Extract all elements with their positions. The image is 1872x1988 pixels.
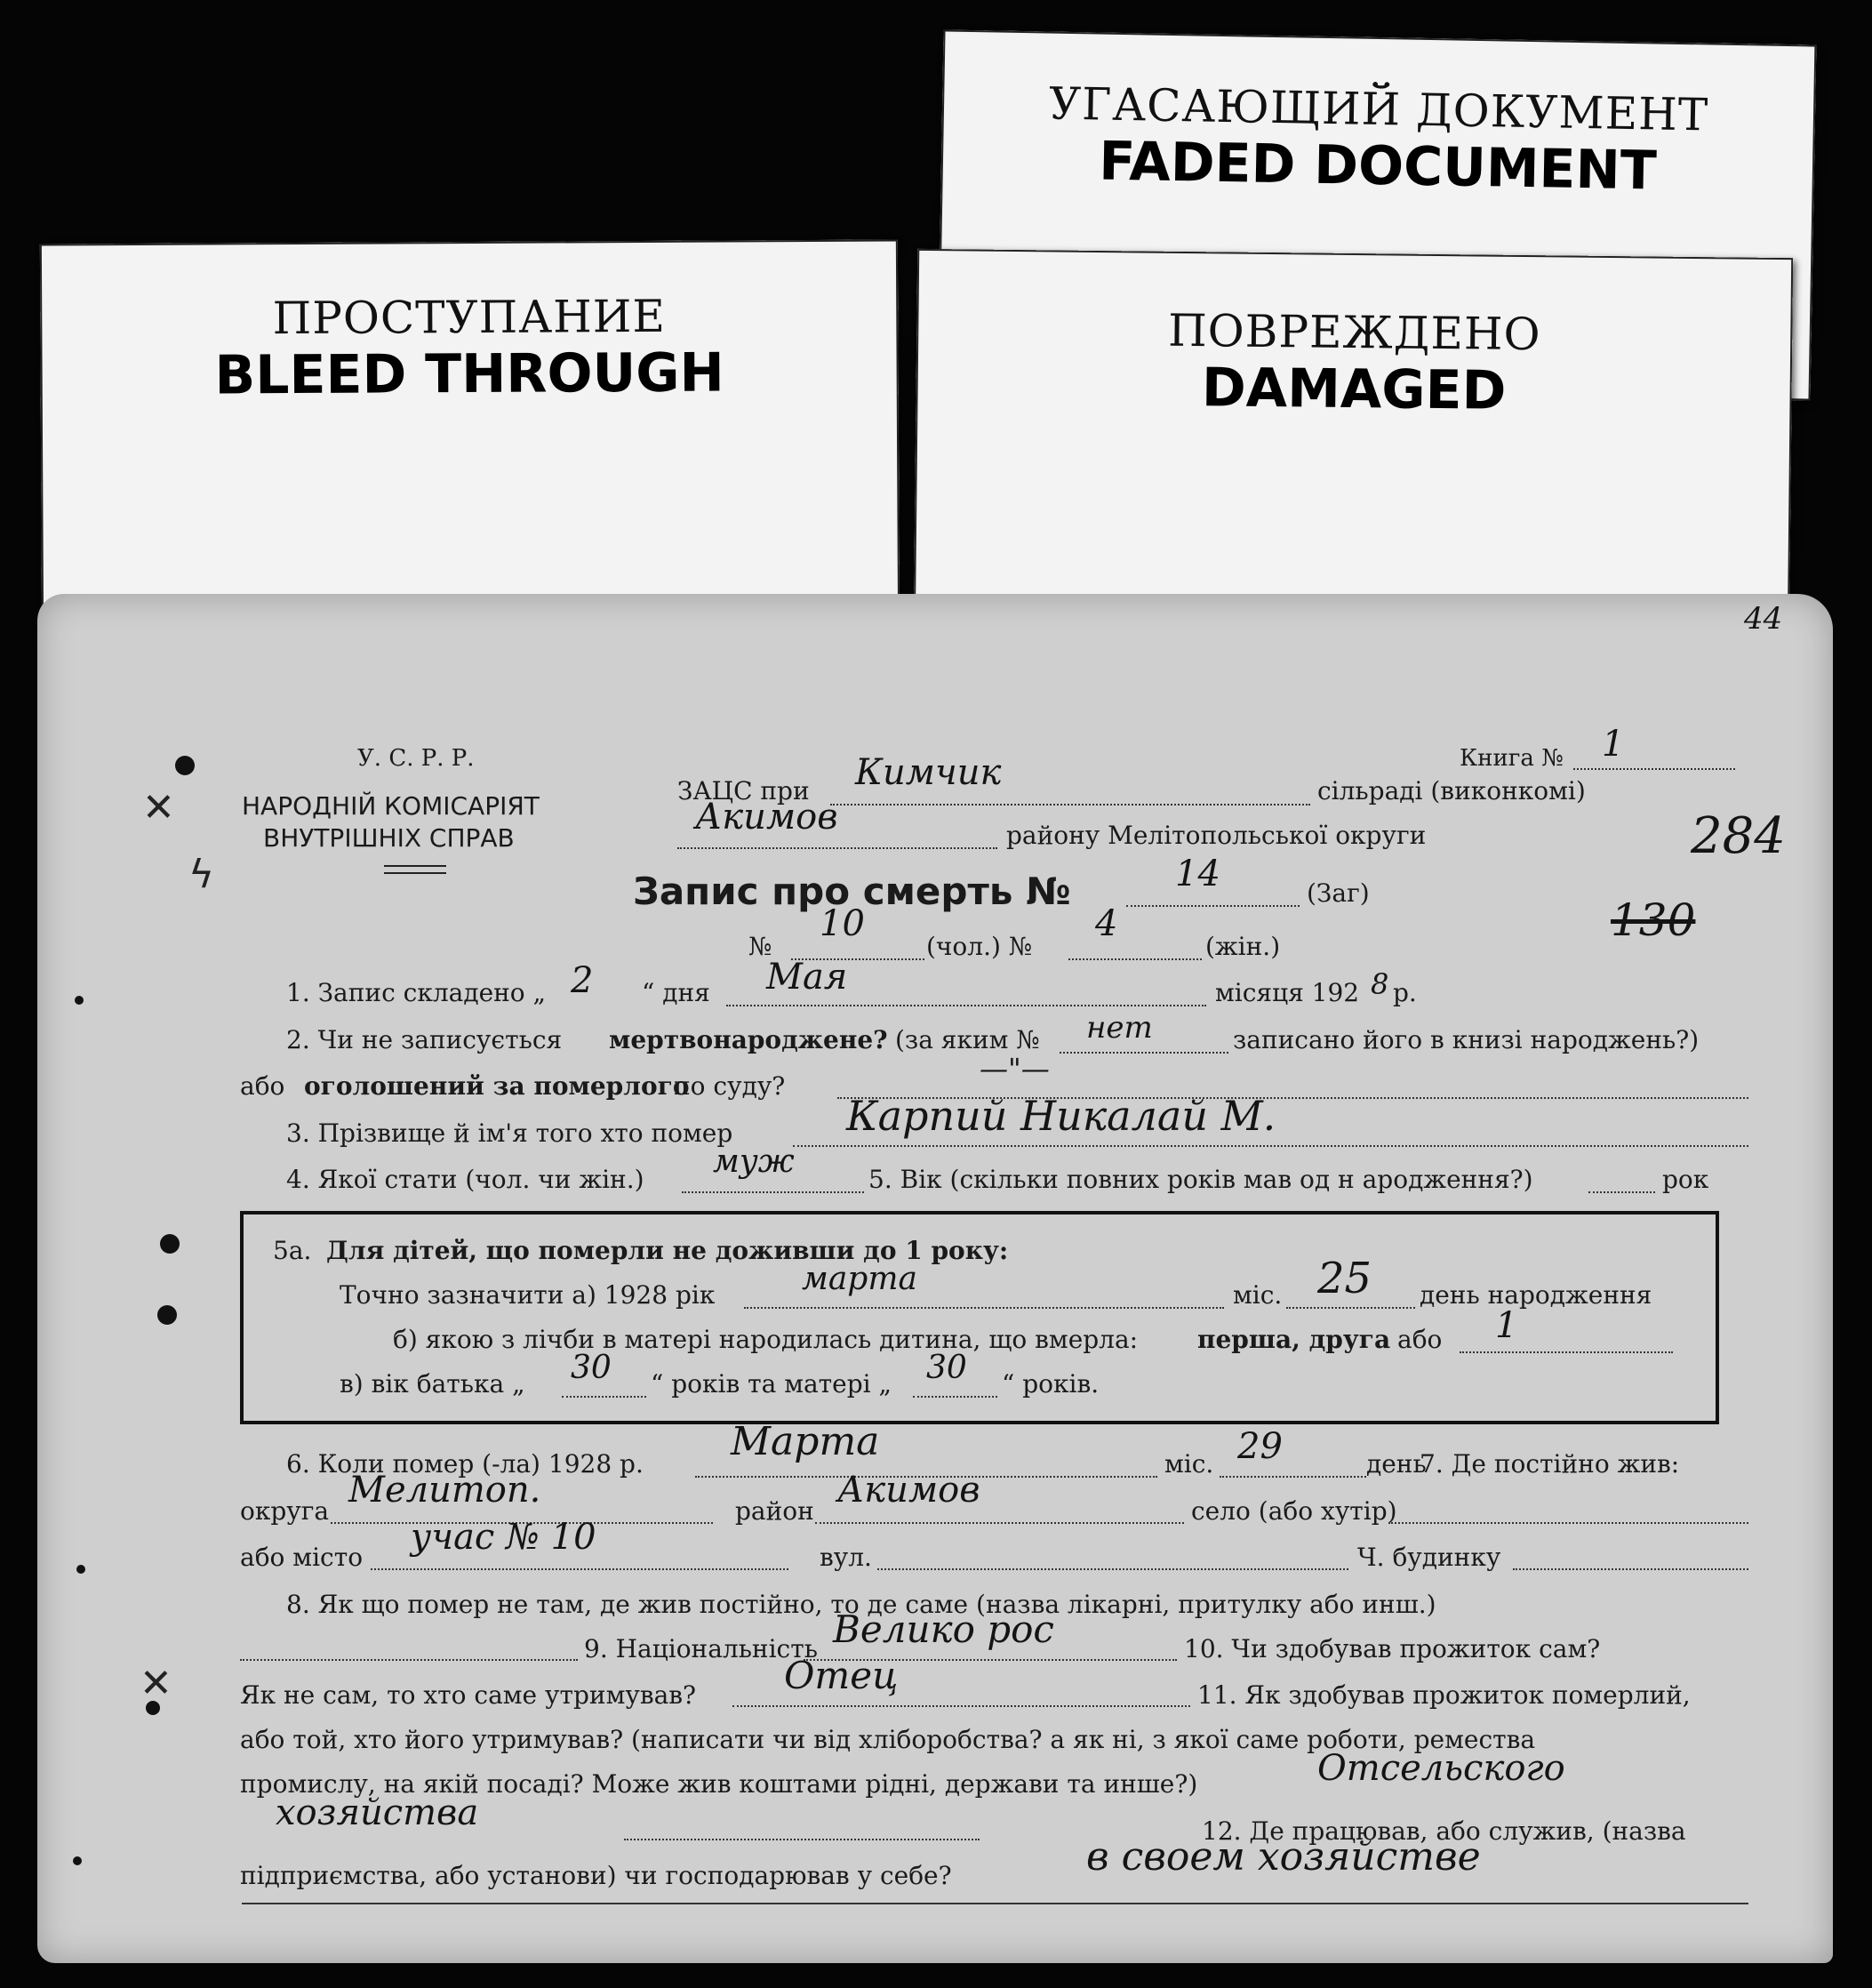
placard-damaged-en: DAMAGED: [1201, 357, 1507, 422]
l1-suffix: місяця 192: [1215, 978, 1360, 1007]
l6-month: Марта: [731, 1419, 880, 1464]
male-number: 10: [820, 903, 865, 944]
l5-end: рок: [1662, 1165, 1709, 1194]
l1-month-line: [726, 1005, 1206, 1006]
bottom-rule: [242, 1903, 1748, 1904]
female-label: (жін.): [1205, 932, 1281, 961]
punch-hole: [157, 1305, 177, 1325]
l5-label: 5. Вік (скільки повних років мав од н ародження?): [868, 1165, 1533, 1194]
punch-hole: [75, 996, 84, 1005]
l11d-line: [624, 1839, 980, 1840]
placard-damaged-ru: ПОВРЕЖДЕНО: [1167, 304, 1541, 361]
l7-misto-line: [371, 1568, 788, 1570]
header-ussr: У. С. Р. Р.: [357, 745, 475, 772]
tear-mark-icon: ϟ: [188, 852, 215, 897]
village-name: Кимчик: [855, 752, 1002, 793]
placard-bleed-ru: ПРОСТУПАНИЕ: [272, 290, 667, 345]
box-l2-value: 1: [1495, 1305, 1518, 1346]
l11c-value: Отсельского: [1317, 1748, 1565, 1789]
l1-month: Мая: [766, 957, 848, 998]
l2-d: записано його в книзі народжень?): [1233, 1025, 1700, 1054]
box-l3-c: “ років.: [1002, 1369, 1100, 1399]
book-label: Книга №: [1460, 745, 1564, 772]
record-title: Запис про смерть №: [633, 870, 1071, 913]
no-label: №: [748, 932, 772, 961]
l2-a: 2. Чи не записується: [286, 1025, 563, 1054]
l6-label: 6. Коли помер (-ла) 1928 р.: [286, 1449, 644, 1479]
l4-label: 4. Якої стати (чол. чи жін.): [286, 1165, 644, 1194]
l10b-value: Отец: [784, 1654, 899, 1697]
punch-hole: [73, 1856, 82, 1865]
l12b-value: в своем хозяйстве: [1086, 1834, 1481, 1880]
death-record-sheet: [37, 594, 1833, 1963]
l6-day: 29: [1237, 1426, 1283, 1467]
placard-faded-ru: УГАСАЮЩИЙ ДОКУМЕНТ: [1048, 77, 1709, 141]
record-number-line: [1126, 905, 1300, 907]
l10b-label: Як не сам, то хто саме утримував?: [240, 1680, 697, 1710]
archive-number: 284: [1691, 807, 1786, 865]
box-l1-month: марта: [802, 1261, 917, 1297]
box-l1-month-line: [744, 1307, 1224, 1309]
placard-bleed-en: BLEED THROUGH: [214, 341, 724, 407]
l3-value: Карпий Никалай М.: [846, 1092, 1276, 1140]
l1-prefix: 1. Запис складено „: [286, 978, 547, 1007]
l6-mis: міс.: [1164, 1449, 1214, 1479]
box-l3-mother: 30: [926, 1350, 967, 1386]
l8-label: 8. Як що помер не там, де жив постійно, то де саме (назва лікарні, притулку або инш.): [286, 1590, 1436, 1619]
l7-budynok: Ч. будинку: [1357, 1543, 1501, 1572]
l7-raion: район: [735, 1496, 814, 1526]
l10b-line: [732, 1705, 1190, 1707]
l2b-c: по суду?: [674, 1071, 786, 1101]
l4-line: [682, 1191, 864, 1193]
box-l3-a: в) вік батька „: [340, 1369, 525, 1399]
header-ministry: ВНУТРІШНІХ СПРАВ: [263, 823, 515, 853]
zags-prefix: ЗАЦС при: [677, 776, 810, 806]
box-l2-bold: перша, друга: [1197, 1325, 1391, 1354]
box-l2-end: або: [1397, 1325, 1443, 1354]
l1-year: 8: [1371, 967, 1389, 1001]
placard-faded-en: FADED DOCUMENT: [1098, 130, 1658, 203]
l9-label: 9. Національність: [584, 1634, 818, 1663]
female-line: [1068, 958, 1202, 960]
district-name: Акимов: [695, 797, 838, 838]
l8-line: [240, 1659, 578, 1661]
district-suffix: району Мелітопольської округи: [1006, 821, 1427, 850]
l7-okruga-value: Мелитоп.: [348, 1470, 541, 1511]
box-title-num: 5а.: [273, 1236, 312, 1265]
tear-mark-icon: ✕: [140, 1661, 172, 1706]
box-l3-b: “ років та матері „: [651, 1369, 892, 1399]
l12-label: 12. Де працював, або служив, (назва: [1202, 1816, 1686, 1846]
punch-hole: [160, 1234, 180, 1254]
header-rule: [384, 865, 446, 874]
box-l1-day: 25: [1317, 1254, 1372, 1303]
l7-vul-line: [877, 1568, 1348, 1570]
l9-value: Велико рос: [833, 1607, 1054, 1651]
l1-day: 2: [571, 960, 594, 1001]
l10-label: 10. Чи здобував прожиток сам?: [1184, 1634, 1601, 1663]
l2-value: нет: [1086, 1010, 1153, 1046]
header-commissariat: НАРОДНІЙ КОМІСАРІЯТ: [242, 791, 540, 821]
l2-c: (за яким №: [895, 1025, 1040, 1054]
punch-hole: [76, 1565, 85, 1574]
district-line: [677, 847, 997, 849]
box-l1-day-line: [1286, 1307, 1415, 1309]
l3-line: [793, 1145, 1748, 1147]
book-line: [1573, 768, 1735, 770]
l2b-b: оголошений за померлого: [304, 1071, 690, 1101]
l11b-label: або той, хто його утримував? (написати чи від хліборобства? а як ні, з якої саме роботи, ремества: [240, 1725, 1536, 1754]
l1-mid: “ дня: [642, 978, 710, 1007]
corner-mark: 44: [1744, 601, 1783, 637]
l2b-value: —"—: [980, 1052, 1050, 1086]
record-suffix: (Заг): [1307, 878, 1370, 908]
village-line: [830, 804, 1310, 806]
l4-value: муж: [713, 1143, 795, 1180]
archive-number-old: 130: [1611, 894, 1696, 946]
l2-b: мертвонароджене?: [609, 1025, 888, 1054]
l7-vul: вул.: [820, 1543, 872, 1572]
box-l2-line: [1460, 1351, 1673, 1353]
l7-raion-value: Акимов: [837, 1470, 980, 1511]
l7-selo-line: [1388, 1522, 1748, 1524]
box-l3-father: 30: [571, 1350, 612, 1386]
punch-hole: [175, 756, 195, 775]
box-l1: Точно зазначити а) 1928 рік: [340, 1280, 716, 1310]
box-l1-mis: міс.: [1233, 1280, 1283, 1310]
box-l2: б) якою з лічби в матері народилась дитина, що вмерла:: [393, 1325, 1139, 1354]
bleed-through-placard: [40, 239, 900, 635]
l11-label: 11. Як здобував прожиток померлий,: [1197, 1680, 1691, 1710]
l11d-value: хозяйства: [276, 1792, 479, 1833]
tear-mark-icon: ✕: [142, 785, 175, 830]
l6-den: день: [1366, 1449, 1427, 1479]
l5-line: [1588, 1191, 1655, 1193]
l2b-a: або: [240, 1071, 285, 1101]
l7-raion-line: [815, 1522, 1184, 1524]
male-label: (чол.) №: [926, 932, 1033, 961]
box-l3-father-line: [562, 1396, 646, 1398]
l2-line: [1060, 1052, 1228, 1054]
box-l1-end: день народження: [1420, 1280, 1652, 1310]
book-number: 1: [1602, 724, 1625, 765]
l7-selo: село (або хутір): [1191, 1496, 1397, 1526]
l7-misto-value: учас № 10: [411, 1517, 596, 1558]
box-title: Для дітей, що померли не доживши до 1 року:: [326, 1236, 1009, 1265]
l7-okruga: округа: [240, 1496, 330, 1526]
l7-label: 7. Де постійно жив:: [1420, 1449, 1680, 1479]
female-number: 4: [1095, 903, 1118, 944]
record-number: 14: [1175, 854, 1220, 894]
l7-budynok-line: [1513, 1568, 1748, 1570]
zags-suffix: сільраді (виконкомі): [1317, 776, 1586, 806]
l3-label: 3. Прізвище й ім'я того хто помер: [286, 1118, 733, 1148]
box-l3-mother-line: [913, 1396, 997, 1398]
damaged-placard: [914, 249, 1793, 640]
l12b-label: підприємства, або установи) чи господарював у себе?: [240, 1861, 952, 1890]
l7-misto: або місто: [240, 1543, 364, 1572]
l6-day-line: [1220, 1476, 1366, 1478]
l11c-label: промислу, на якій посаді? Може жив коштами рідні, держави та инше?): [240, 1769, 1198, 1799]
l1-end: р.: [1393, 978, 1417, 1007]
